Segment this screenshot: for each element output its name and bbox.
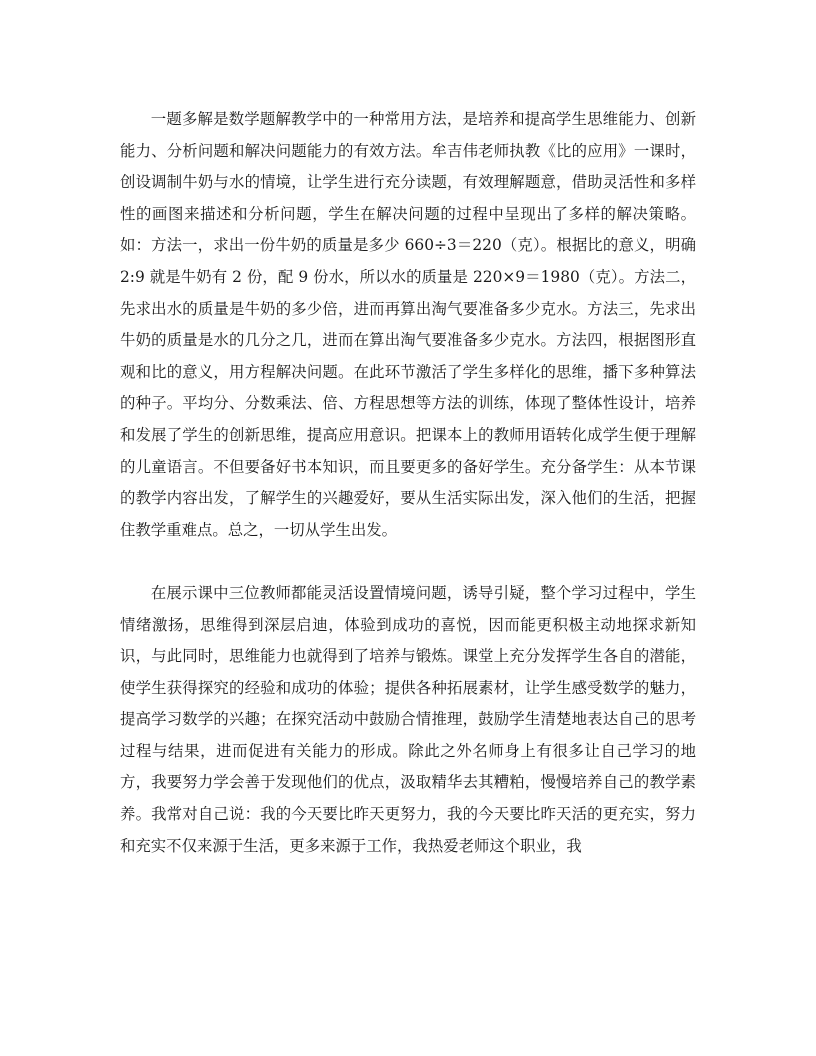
paragraph-1: 一题多解是数学题解教学中的一种常用方法，是培养和提高学生思维能力、创新能力、分析问题和解决问题能力的有效方法。牟吉伟老师执教《比的应用》一课时，创设调制牛奶与水的情境，让学生进行充分读题，有效理解题意，借助灵活性和多样性的画图来描述和分析问题，学生在解决问题的过程中呈现出了多样的解决策略。如：方法一，求出一份牛奶的质量是多少 660÷3＝220（克）。根据比的意义，明确 2:9 就是牛奶有 2 份，配 9 份水，所以水的质量是 220×9＝1980（克）。方法二，先求出水的质量是牛奶的多少倍，进而再算出淘气要准备多少克水。方法三，先求出牛奶的质量是水的几分之几，进而在算出淘气要准备多少克水。方法四，根据图形直观和比的意义，用方程解决问题。在此环节激活了学生多样化的思维，播下多种算法的种子。平均分、分数乘法、倍、方程思想等方法的训练，体现了整体性设计，培养和发展了学生的创新思维，提高应用意识。把课本上的教师用语转化成学生便于理解的儿童语言。不但要备好书本知识，而且要更多的备好学生。充分备学生：从本节课的教学内容出发，了解学生的兴趣爱好，要从生活实际出发，深入他们的生活，把握住教学重难点。总之，一切从学生出发。 [120,110,696,539]
document-body [120,104,696,862]
paragraph-2: 在展示课中三位教师都能灵活设置情境问题，诱导引疑，整个学习过程中，学生情绪激扬，思维得到深层启迪，体验到成功的喜悦，因而能更积极主动地探求新知识，与此同时，思维能力也就得到了培养与锻炼。课堂上充分发挥学生各自的潜能，使学生获得探究的经验和成功的体验；提供各种拓展素材，让学生感受数学的魅力，提高学习数学的兴趣；在探究活动中鼓励合情推理，鼓励学生清楚地表达自己的思考过程与结果，进而促进有关能力的形成。除此之外名师身上有很多让自己学习的地方，我要努力学会善于发现他们的优点，汲取精华去其糟粕，慢慢培养自己的教学素养。我常对自己说：我的今天要比昨天更努力，我的今天要比昨天活的更充实，努力和充实不仅来源于生活，更多来源于工作，我热爱老师这个职业，我 [120,583,696,855]
